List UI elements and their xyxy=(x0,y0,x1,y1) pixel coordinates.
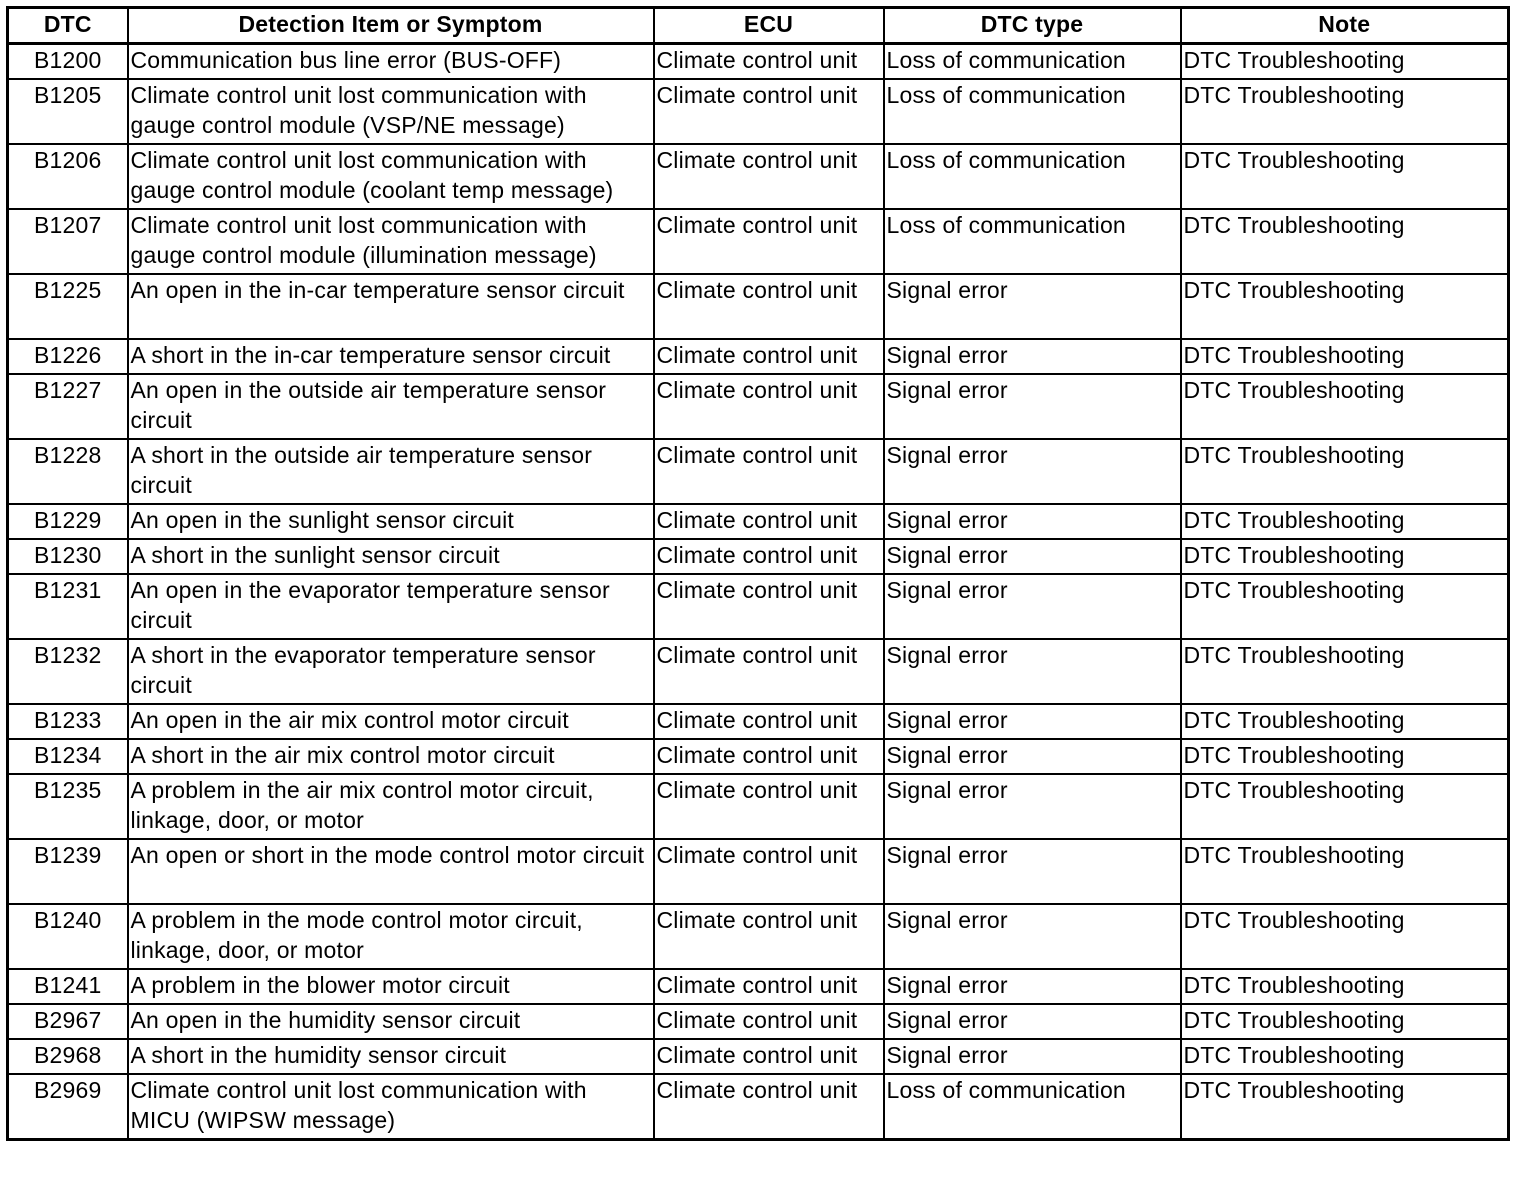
dtc-code-cell: B1239 xyxy=(8,839,128,904)
header-dtc-type: DTC type xyxy=(884,8,1181,44)
table-row xyxy=(8,504,1509,539)
symptom-cell: A problem in the blower motor circuit xyxy=(128,969,654,1004)
table-row xyxy=(8,1004,1509,1039)
dtc-type-cell: Loss of communication xyxy=(884,209,1181,274)
ecu-cell: Climate control unit xyxy=(654,339,884,374)
symptom-cell: A short in the in-car temperature sensor circuit xyxy=(128,339,654,374)
dtc-code-cell: B1234 xyxy=(8,739,128,774)
dtc-code-cell: B1226 xyxy=(8,339,128,374)
dtc-type-cell: Loss of communication xyxy=(884,1074,1181,1140)
note-cell: DTC Troubleshooting xyxy=(1181,574,1509,639)
dtc-type-cell: Signal error xyxy=(884,539,1181,574)
ecu-cell: Climate control unit xyxy=(654,969,884,1004)
dtc-code-cell: B1233 xyxy=(8,704,128,739)
symptom-cell: A short in the air mix control motor circuit xyxy=(128,739,654,774)
table-row xyxy=(8,539,1509,574)
ecu-cell: Climate control unit xyxy=(654,274,884,339)
note-cell: DTC Troubleshooting xyxy=(1181,374,1509,439)
symptom-cell: A short in the humidity sensor circuit xyxy=(128,1039,654,1074)
table-row xyxy=(8,144,1509,209)
dtc-code-cell: B1240 xyxy=(8,904,128,969)
dtc-code-cell: B1232 xyxy=(8,639,128,704)
dtc-code-cell: B1231 xyxy=(8,574,128,639)
dtc-code-cell: B1225 xyxy=(8,274,128,339)
header-dtc: DTC xyxy=(8,8,128,44)
table-row xyxy=(8,839,1509,904)
ecu-cell: Climate control unit xyxy=(654,839,884,904)
note-cell: DTC Troubleshooting xyxy=(1181,904,1509,969)
dtc-type-cell: Loss of communication xyxy=(884,44,1181,80)
note-cell: DTC Troubleshooting xyxy=(1181,1074,1509,1140)
symptom-cell: An open or short in the mode control motor circuit xyxy=(128,839,654,904)
ecu-cell: Climate control unit xyxy=(654,439,884,504)
table-body xyxy=(8,44,1509,1140)
table-row xyxy=(8,274,1509,339)
dtc-type-cell: Signal error xyxy=(884,439,1181,504)
ecu-cell: Climate control unit xyxy=(654,504,884,539)
symptom-cell: A problem in the mode control motor circuit, linkage, door, or motor xyxy=(128,904,654,969)
header-row xyxy=(8,8,1509,44)
ecu-cell: Climate control unit xyxy=(654,739,884,774)
ecu-cell: Climate control unit xyxy=(654,1074,884,1140)
dtc-type-cell: Signal error xyxy=(884,839,1181,904)
dtc-type-cell: Loss of communication xyxy=(884,79,1181,144)
ecu-cell: Climate control unit xyxy=(654,1039,884,1074)
ecu-cell: Climate control unit xyxy=(654,639,884,704)
dtc-code-cell: B1200 xyxy=(8,44,128,80)
symptom-cell: An open in the air mix control motor circuit xyxy=(128,704,654,739)
header-note: Note xyxy=(1181,8,1509,44)
note-cell: DTC Troubleshooting xyxy=(1181,439,1509,504)
symptom-cell: An open in the sunlight sensor circuit xyxy=(128,504,654,539)
symptom-cell: An open in the in-car temperature sensor circuit xyxy=(128,274,654,339)
dtc-type-cell: Signal error xyxy=(884,704,1181,739)
table-row xyxy=(8,574,1509,639)
note-cell: DTC Troubleshooting xyxy=(1181,274,1509,339)
ecu-cell: Climate control unit xyxy=(654,904,884,969)
dtc-type-cell: Signal error xyxy=(884,1004,1181,1039)
dtc-type-cell: Signal error xyxy=(884,904,1181,969)
note-cell: DTC Troubleshooting xyxy=(1181,79,1509,144)
note-cell: DTC Troubleshooting xyxy=(1181,504,1509,539)
symptom-cell: Communication bus line error (BUS-OFF) xyxy=(128,44,654,80)
ecu-cell: Climate control unit xyxy=(654,574,884,639)
header-ecu: ECU xyxy=(654,8,884,44)
dtc-type-cell: Signal error xyxy=(884,574,1181,639)
symptom-cell: Climate control unit lost communication with gauge control module (illumination message) xyxy=(128,209,654,274)
symptom-cell: A short in the evaporator temperature sensor circuit xyxy=(128,639,654,704)
symptom-cell: An open in the outside air temperature sensor circuit xyxy=(128,374,654,439)
ecu-cell: Climate control unit xyxy=(654,44,884,80)
ecu-cell: Climate control unit xyxy=(654,539,884,574)
ecu-cell: Climate control unit xyxy=(654,144,884,209)
table-row xyxy=(8,439,1509,504)
symptom-cell: A short in the outside air temperature sensor circuit xyxy=(128,439,654,504)
table-row xyxy=(8,209,1509,274)
symptom-cell: A problem in the air mix control motor circuit, linkage, door, or motor xyxy=(128,774,654,839)
note-cell: DTC Troubleshooting xyxy=(1181,839,1509,904)
note-cell: DTC Troubleshooting xyxy=(1181,209,1509,274)
table-row xyxy=(8,639,1509,704)
dtc-type-cell: Signal error xyxy=(884,969,1181,1004)
dtc-type-cell: Signal error xyxy=(884,739,1181,774)
table-row xyxy=(8,44,1509,80)
table-row xyxy=(8,374,1509,439)
symptom-cell: Climate control unit lost communication with gauge control module (VSP/NE message) xyxy=(128,79,654,144)
dtc-code-cell: B1207 xyxy=(8,209,128,274)
note-cell: DTC Troubleshooting xyxy=(1181,339,1509,374)
dtc-type-cell: Signal error xyxy=(884,639,1181,704)
dtc-code-cell: B1228 xyxy=(8,439,128,504)
note-cell: DTC Troubleshooting xyxy=(1181,1039,1509,1074)
note-cell: DTC Troubleshooting xyxy=(1181,969,1509,1004)
dtc-type-cell: Loss of communication xyxy=(884,144,1181,209)
dtc-table xyxy=(6,6,1510,1141)
dtc-type-cell: Signal error xyxy=(884,504,1181,539)
dtc-code-cell: B1230 xyxy=(8,539,128,574)
symptom-cell: An open in the humidity sensor circuit xyxy=(128,1004,654,1039)
symptom-cell: Climate control unit lost communication with gauge control module (coolant temp message) xyxy=(128,144,654,209)
note-cell: DTC Troubleshooting xyxy=(1181,739,1509,774)
ecu-cell: Climate control unit xyxy=(654,1004,884,1039)
table-row xyxy=(8,1074,1509,1140)
ecu-cell: Climate control unit xyxy=(654,774,884,839)
dtc-type-cell: Signal error xyxy=(884,374,1181,439)
table-row xyxy=(8,1039,1509,1074)
dtc-type-cell: Signal error xyxy=(884,339,1181,374)
ecu-cell: Climate control unit xyxy=(654,374,884,439)
note-cell: DTC Troubleshooting xyxy=(1181,539,1509,574)
note-cell: DTC Troubleshooting xyxy=(1181,1004,1509,1039)
table-row xyxy=(8,739,1509,774)
ecu-cell: Climate control unit xyxy=(654,79,884,144)
note-cell: DTC Troubleshooting xyxy=(1181,774,1509,839)
dtc-code-cell: B1235 xyxy=(8,774,128,839)
ecu-cell: Climate control unit xyxy=(654,704,884,739)
table-row xyxy=(8,774,1509,839)
dtc-code-cell: B1229 xyxy=(8,504,128,539)
table-row xyxy=(8,339,1509,374)
table-row xyxy=(8,704,1509,739)
dtc-code-cell: B1227 xyxy=(8,374,128,439)
note-cell: DTC Troubleshooting xyxy=(1181,704,1509,739)
ecu-cell: Climate control unit xyxy=(654,209,884,274)
symptom-cell: An open in the evaporator temperature sensor circuit xyxy=(128,574,654,639)
dtc-type-cell: Signal error xyxy=(884,774,1181,839)
dtc-code-cell: B1241 xyxy=(8,969,128,1004)
dtc-code-cell: B2967 xyxy=(8,1004,128,1039)
note-cell: DTC Troubleshooting xyxy=(1181,639,1509,704)
dtc-code-cell: B1205 xyxy=(8,79,128,144)
header-symptom: Detection Item or Symptom xyxy=(128,8,654,44)
dtc-type-cell: Signal error xyxy=(884,274,1181,339)
table-row xyxy=(8,79,1509,144)
symptom-cell: A short in the sunlight sensor circuit xyxy=(128,539,654,574)
dtc-code-cell: B2968 xyxy=(8,1039,128,1074)
dtc-code-cell: B1206 xyxy=(8,144,128,209)
symptom-cell: Climate control unit lost communication with MICU (WIPSW message) xyxy=(128,1074,654,1140)
table-row xyxy=(8,969,1509,1004)
note-cell: DTC Troubleshooting xyxy=(1181,44,1509,80)
dtc-type-cell: Signal error xyxy=(884,1039,1181,1074)
table-row xyxy=(8,904,1509,969)
dtc-code-cell: B2969 xyxy=(8,1074,128,1140)
note-cell: DTC Troubleshooting xyxy=(1181,144,1509,209)
